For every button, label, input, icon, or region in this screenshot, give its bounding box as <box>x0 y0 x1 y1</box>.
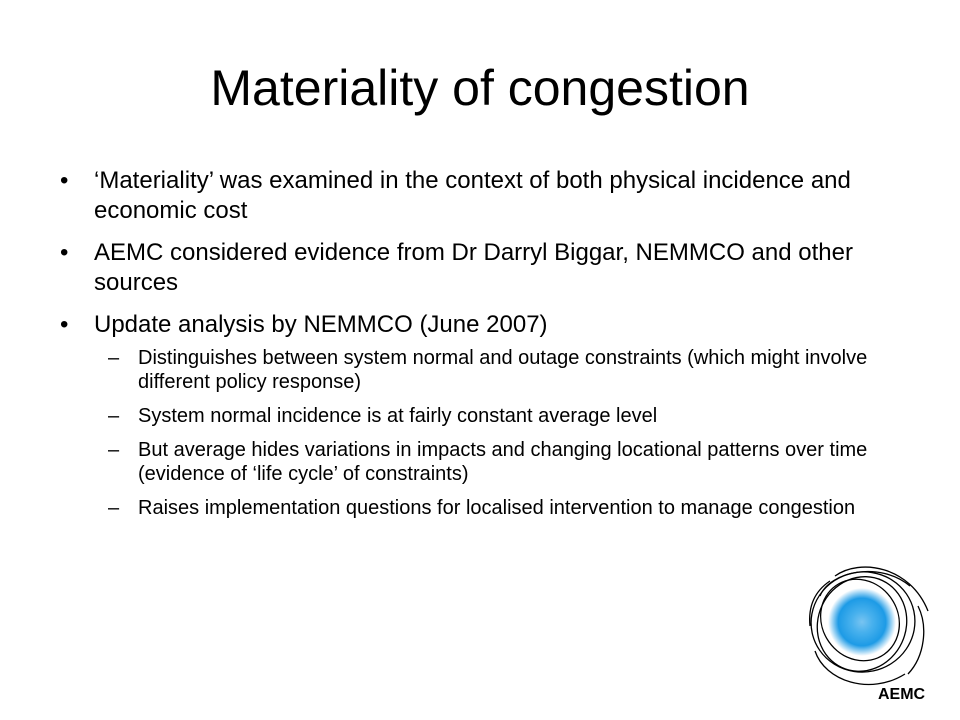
sub-bullet-item <box>60 346 910 394</box>
dash-icon: – <box>108 439 120 461</box>
bullet-text: AEMC considered evidence from Dr Darryl Biggar, NEMMCO and other sources <box>94 239 853 296</box>
sub-bullet-text: But average hides variations in impacts and changing locational patterns over time (evidence of ‘life cycle’ of constraints) <box>138 439 868 485</box>
sub-bullet-item <box>60 438 910 486</box>
dash-icon: – <box>108 405 120 427</box>
sub-bullet-text: Raises implementation questions for localised intervention to manage congestion <box>138 497 856 519</box>
sub-bullet-item <box>60 404 910 428</box>
sub-bullet-list <box>60 346 910 520</box>
bullet-item <box>60 166 910 226</box>
aemc-logo-icon <box>800 556 950 716</box>
dash-icon: – <box>108 497 120 519</box>
sub-bullet-item <box>60 496 910 520</box>
sub-bullet-text: Distinguishes between system normal and outage constraints (which might involve different policy response) <box>138 347 868 393</box>
logo-text: AEMC <box>878 686 926 703</box>
bullet-item <box>60 238 910 298</box>
slide-title: Materiality of congestion <box>210 60 750 116</box>
bullet-text: ‘Materiality’ was examined in the context of both physical incidence and economic cost <box>94 167 851 224</box>
bullet-item <box>60 310 910 520</box>
bullet-text: Update analysis by NEMMCO (June 2007) <box>94 311 548 338</box>
bullet-icon: • <box>60 311 69 338</box>
sub-bullet-text: System normal incidence is at fairly constant average level <box>138 405 658 427</box>
bullet-list <box>60 166 910 530</box>
bullet-icon: • <box>60 239 69 266</box>
bullet-icon: • <box>60 167 69 194</box>
dash-icon: – <box>108 347 120 369</box>
